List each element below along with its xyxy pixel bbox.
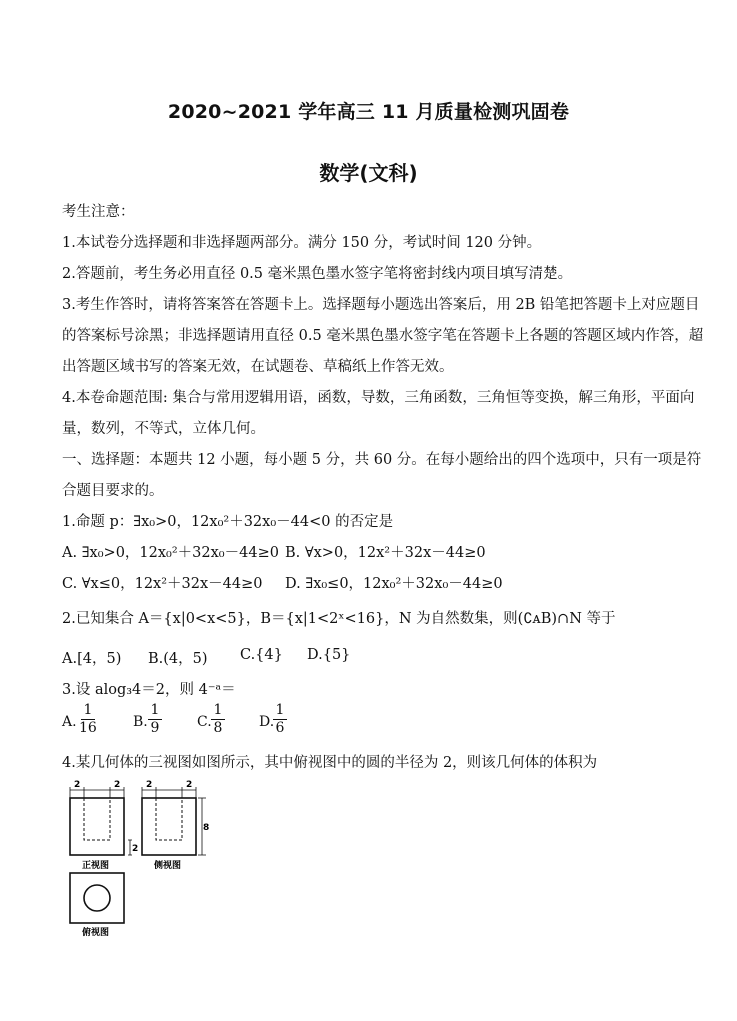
- question-4-stem: 4.某几何体的三视图如图所示，其中俯视图中的圆的半径为 2，则该几何体的体积为: [62, 755, 598, 771]
- q1-option-d: D. ∃x₀≤0，12x₀²＋32x₀－44≥0: [285, 576, 503, 592]
- q1-option-a: A. ∃x₀>0，12x₀²＋32x₀－44≥0: [62, 545, 279, 561]
- notice-line: 3.考生作答时，请将答案答在答题卡上。选择题每小题选出答案后，用 2B 铅笔把答题卡上对应题目: [62, 297, 700, 313]
- q2-option-d: D.{5}: [307, 647, 351, 663]
- top-view: [70, 873, 124, 938]
- q2-option-c: C.{4}: [240, 647, 283, 663]
- option-letter: D.: [259, 714, 275, 730]
- q2-option-a: A.[4，5): [62, 651, 122, 667]
- dimension-label: 2: [74, 780, 81, 790]
- q1-option-b: B. ∀x>0，12x²＋32x－44≥0: [285, 545, 486, 561]
- exam-subtitle: 数学(文科): [319, 161, 418, 185]
- top-view-circle: [84, 885, 110, 911]
- dimension-label: 2: [132, 844, 139, 854]
- q1-option-c: C. ∀x≤0，12x²＋32x－44≥0: [62, 576, 263, 592]
- notice-line: 1.本试卷分选择题和非选择题两部分。满分 150 分，考试时间 120 分钟。: [62, 235, 542, 251]
- side-view-label: 侧视图: [154, 861, 182, 871]
- notice-line: 出答题区域书写的答案无效，在试题卷、草稿纸上作答无效。: [62, 359, 454, 375]
- notice-line: 2.答题前，考生务必用直径 0.5 毫米黑色墨水签字笔将密封线内项目填写清楚。: [62, 266, 573, 282]
- three-view-figure: [62, 778, 222, 938]
- option-letter: A.: [62, 714, 77, 730]
- fraction: [79, 703, 97, 736]
- notice-line: 量，数列，不等式，立体几何。: [62, 421, 265, 437]
- question-1-stem: 1.命题 p：∃x₀>0，12x₀²＋32x₀－44<0 的否定是: [62, 514, 394, 530]
- dimension-label: 2: [114, 780, 121, 790]
- front-view-label: 正视图: [82, 861, 110, 871]
- notice-line: 4.本卷命题范围: 集合与常用逻辑用语，函数，导数，三角函数，三角恒等变换，解三角形，平面向: [62, 390, 695, 406]
- question-3-stem: 3.设 alog₃4＝2，则 4⁻ᵃ＝: [62, 682, 236, 698]
- denominator: 6: [275, 720, 285, 736]
- option-letter: B.: [133, 714, 148, 730]
- numerator: 1: [275, 702, 285, 718]
- exam-title: 2020~2021 学年高三 11 月质量检测巩固卷: [167, 101, 570, 123]
- numerator: 1: [83, 702, 93, 718]
- denominator: 8: [213, 720, 223, 736]
- dimension-label: 8: [203, 823, 210, 833]
- dimension-label: 2: [186, 780, 193, 790]
- side-view: [142, 780, 209, 871]
- top-view-label: 俯视图: [82, 928, 110, 938]
- numerator: 1: [150, 702, 160, 718]
- denominator: 9: [150, 720, 160, 736]
- notice-line: 的答案标号涂黑；非选择题请用直径 0.5 毫米黑色墨水签字笔在答题卡上各题的答题区域内作答，超: [62, 328, 704, 344]
- denominator: 16: [79, 720, 97, 736]
- section-heading: 一、选择题：本题共 12 小题，每小题 5 分，共 60 分。在每小题给出的四个选项中，只有一项是符: [62, 452, 702, 468]
- front-view: [70, 780, 138, 871]
- dimension-label: 2: [146, 780, 153, 790]
- question-2-stem: 2.已知集合 A＝{x|0<x<5}，B＝{x|1<2ˣ<16}，N 为自然数集，则(∁ᴀB)∩N 等于: [62, 611, 616, 627]
- section-heading-cont: 合题目要求的。: [62, 483, 164, 499]
- fraction: [273, 703, 287, 736]
- notice-heading: 考生注意：: [62, 204, 135, 220]
- q2-option-b: B.(4，5): [148, 651, 208, 667]
- fraction: [211, 703, 225, 736]
- option-letter: C.: [197, 714, 212, 730]
- numerator: 1: [213, 702, 223, 718]
- fraction: [148, 703, 162, 736]
